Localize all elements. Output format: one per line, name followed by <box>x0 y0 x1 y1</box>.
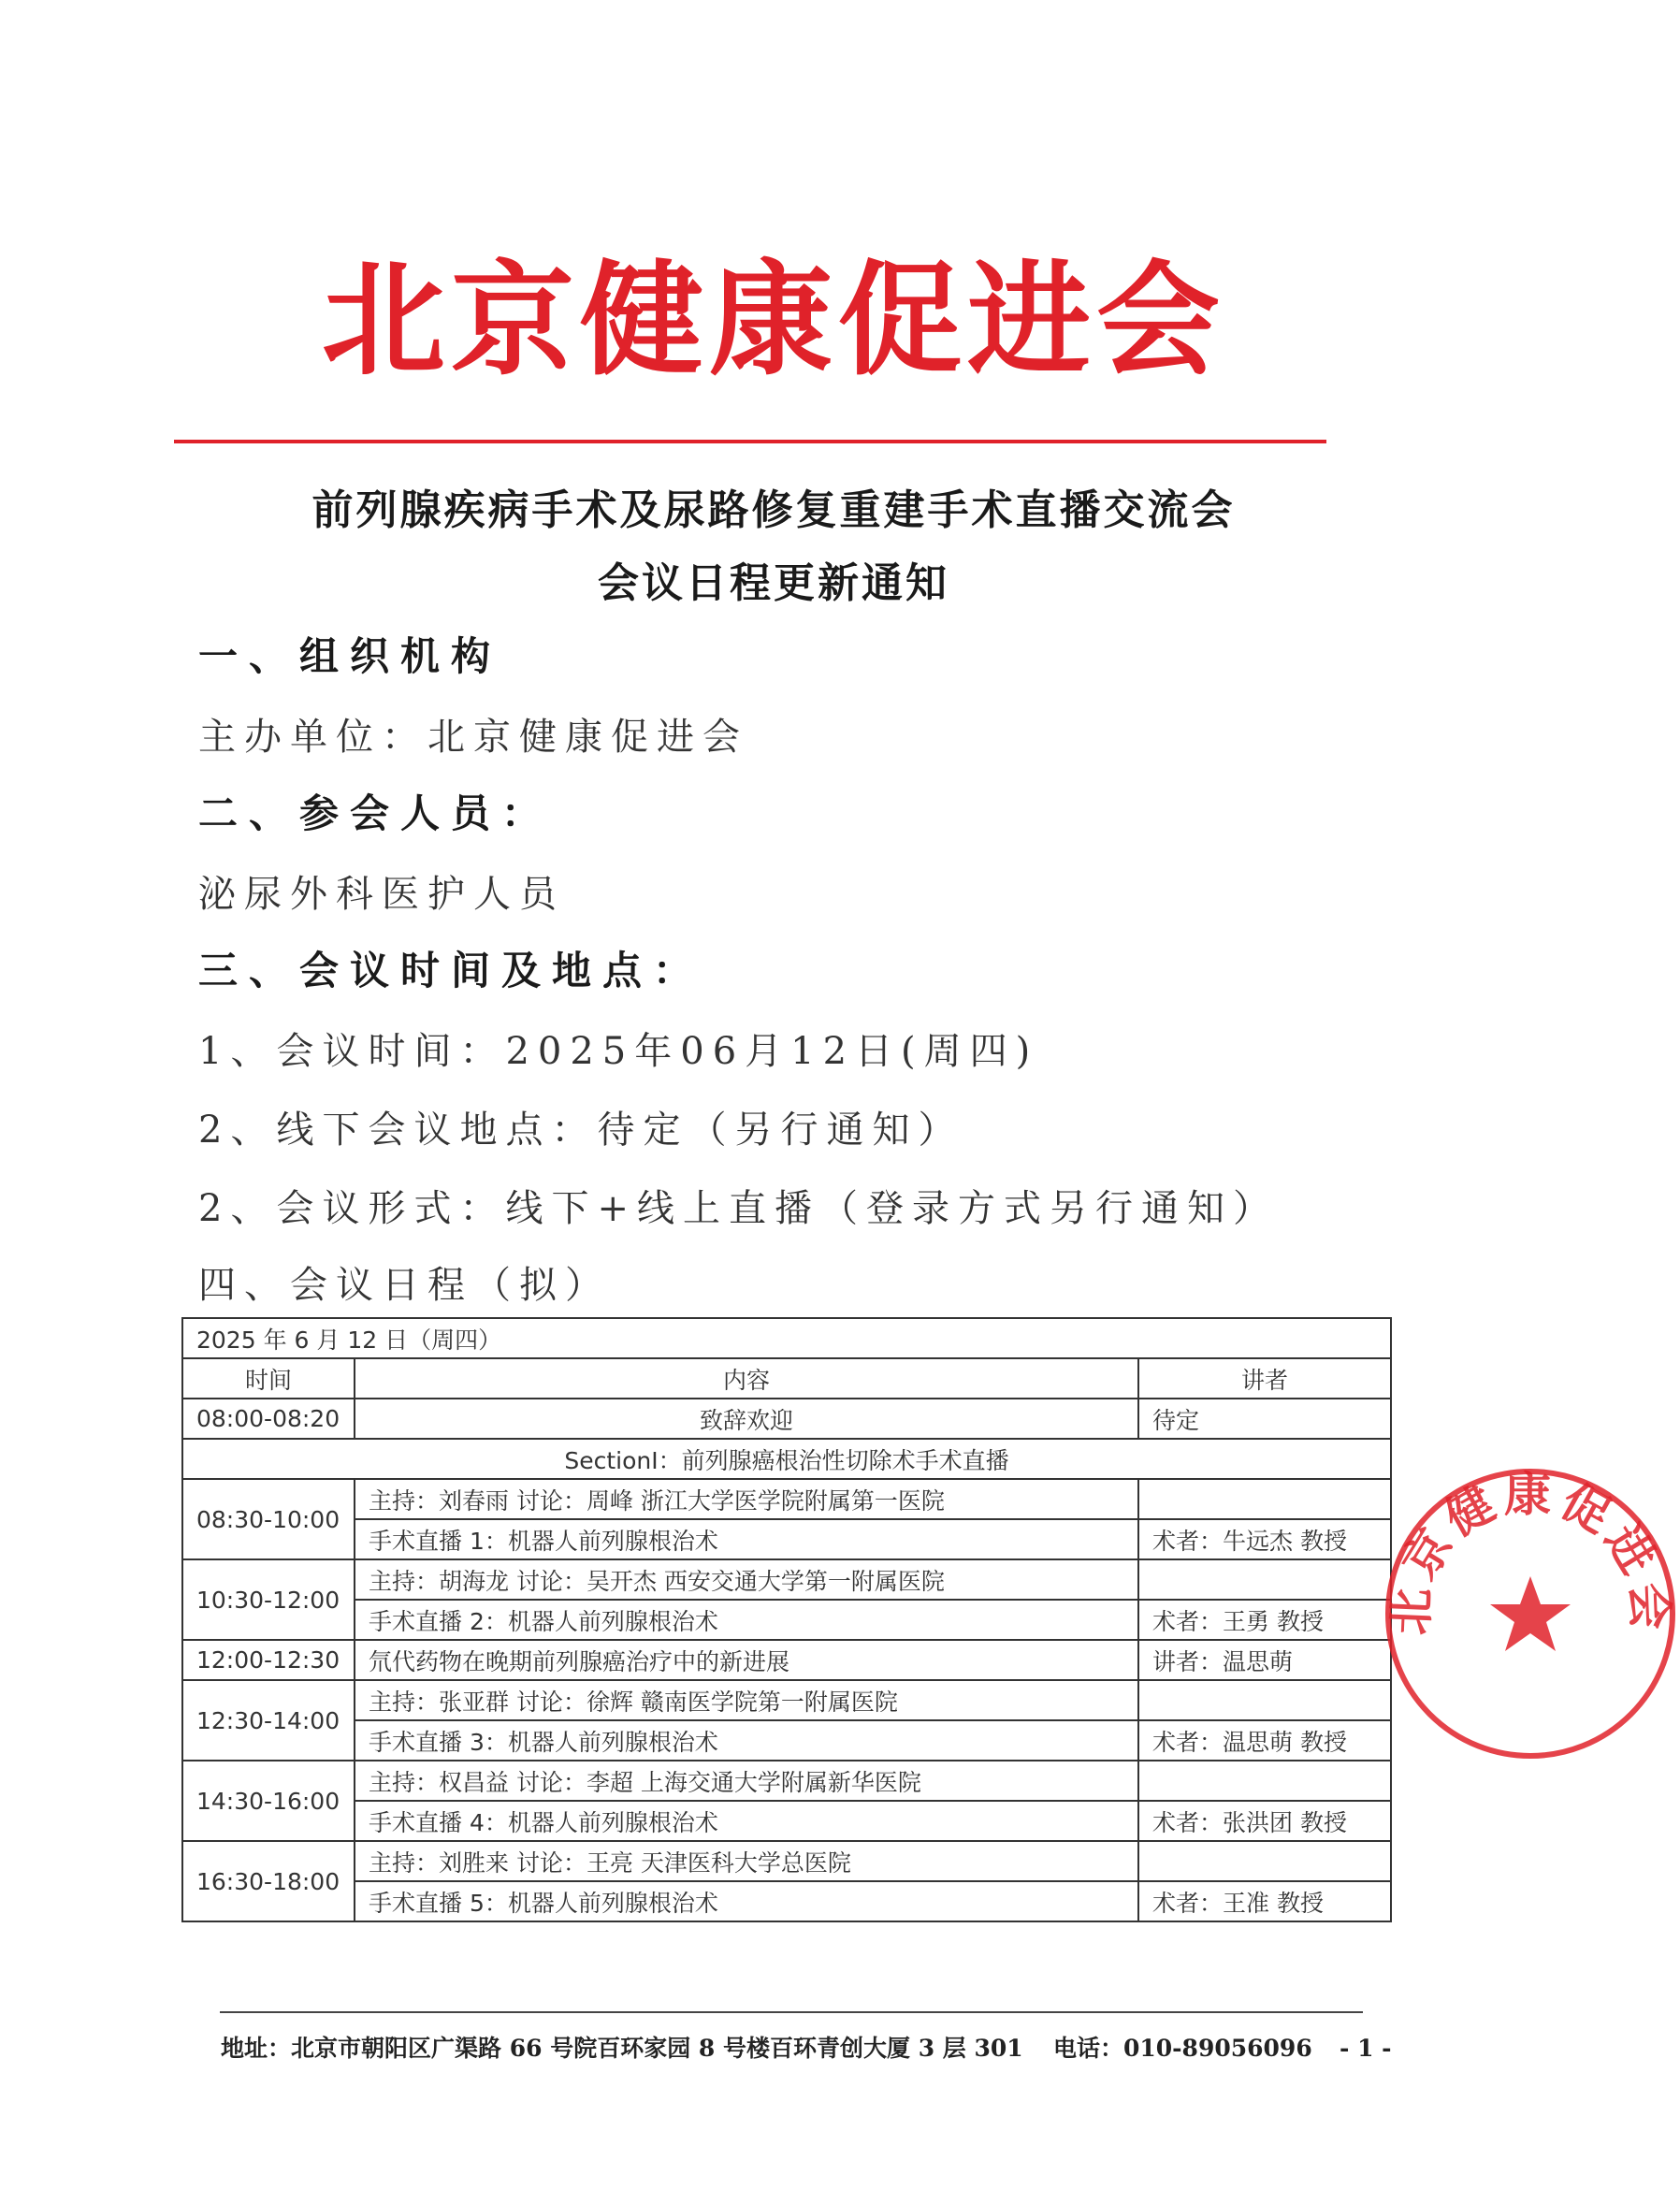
welcome-speaker: 待定 <box>1138 1399 1391 1439</box>
block-time: 14:30-16:00 <box>182 1761 355 1841</box>
schedule-date-row <box>182 1318 1391 1358</box>
seal-text: 北京健康促进会 <box>1383 1468 1678 1637</box>
block-time: 08:30-10:00 <box>182 1479 355 1559</box>
block-empty-cell <box>1138 1559 1391 1600</box>
section-2-heading: 二、参会人员： <box>198 790 553 836</box>
section-title-row <box>182 1439 1391 1479</box>
block-host: 主持：张亚群 讨论：徐辉 赣南医学院第一附属医院 <box>355 1680 1138 1720</box>
schedule-table <box>181 1317 1392 1922</box>
section-1-body: 主办单位：北京健康促进会 <box>198 716 748 759</box>
schedule-date: 2025 年 6 月 12 日（周四） <box>182 1318 1391 1358</box>
block-empty-cell <box>1138 1841 1391 1881</box>
block-surgery: 手术直播 1：机器人前列腺根治术 <box>355 1519 1138 1559</box>
table-row <box>182 1680 1391 1720</box>
welcome-content: 致辞欢迎 <box>355 1399 1138 1439</box>
section-title: SectionⅠ：前列腺癌根治性切除术手术直播 <box>182 1439 1391 1479</box>
block-time: 10:30-12:00 <box>182 1559 355 1640</box>
section-3-item-1: 1、会议时间：2025年06月12日(周四) <box>198 1030 1039 1073</box>
talk-content: 氘代药物在晚期前列腺癌治疗中的新进展 <box>355 1640 1138 1680</box>
notice-title-line2: 会议日程更新通知 <box>598 559 949 607</box>
block-empty-cell <box>1138 1761 1391 1801</box>
table-row <box>182 1479 1391 1519</box>
section-2-body: 泌尿外科医护人员 <box>198 873 565 916</box>
org-letterhead-title: 北京健康促进会 <box>322 249 1225 393</box>
header-speaker: 讲者 <box>1138 1358 1391 1399</box>
footer-rule <box>220 2011 1363 2013</box>
block-surgery: 手术直播 4：机器人前列腺根治术 <box>355 1801 1138 1841</box>
footer-address: 地址：北京市朝阳区广渠路 66 号院百环家园 8 号楼百环青创大厦 3 层 301 <box>221 2035 1023 2062</box>
block-speaker: 术者：牛远杰 教授 <box>1138 1519 1391 1559</box>
notice-title-line1: 前列腺疾病手术及尿路修复重建手术直播交流会 <box>311 486 1236 534</box>
table-row <box>182 1640 1391 1680</box>
seal-star-icon <box>1490 1576 1571 1651</box>
table-row <box>182 1399 1391 1439</box>
block-surgery: 手术直播 3：机器人前列腺根治术 <box>355 1720 1138 1761</box>
block-host: 主持：刘胜来 讨论：王亮 天津医科大学总医院 <box>355 1841 1138 1881</box>
section-1-heading: 一、组织机构 <box>198 633 502 679</box>
section-3-heading: 三、会议时间及地点： <box>198 948 704 993</box>
section-3-item-3: 2、会议形式：线下+线上直播（登录方式另行通知） <box>198 1187 1279 1230</box>
section-4-heading: 四、会议日程（拟） <box>198 1264 611 1307</box>
block-speaker: 术者：王准 教授 <box>1138 1881 1391 1921</box>
block-empty-cell <box>1138 1680 1391 1720</box>
schedule-header-row <box>182 1358 1391 1399</box>
official-seal-stamp <box>1381 1464 1680 1763</box>
table-row <box>182 1720 1391 1761</box>
welcome-time: 08:00-08:20 <box>182 1399 355 1439</box>
table-row <box>182 1801 1391 1841</box>
header-content: 内容 <box>355 1358 1138 1399</box>
footer-page-number: - 1 - <box>1340 2035 1392 2062</box>
block-empty-cell <box>1138 1479 1391 1519</box>
table-row <box>182 1519 1391 1559</box>
table-row <box>182 1881 1391 1921</box>
block-surgery: 手术直播 5：机器人前列腺根治术 <box>355 1881 1138 1921</box>
table-row <box>182 1761 1391 1801</box>
block-speaker: 术者：王勇 教授 <box>1138 1600 1391 1640</box>
block-speaker: 术者：张洪团 教授 <box>1138 1801 1391 1841</box>
table-row <box>182 1600 1391 1640</box>
talk-time: 12:00-12:30 <box>182 1640 355 1680</box>
letterhead-red-rule <box>174 440 1326 443</box>
table-row <box>182 1559 1391 1600</box>
header-time: 时间 <box>182 1358 355 1399</box>
block-time: 16:30-18:00 <box>182 1841 355 1921</box>
block-surgery: 手术直播 2：机器人前列腺根治术 <box>355 1600 1138 1640</box>
block-host: 主持：胡海龙 讨论：吴开杰 西安交通大学第一附属医院 <box>355 1559 1138 1600</box>
block-speaker: 术者：温思萌 教授 <box>1138 1720 1391 1761</box>
block-time: 12:30-14:00 <box>182 1680 355 1761</box>
section-3-item-2: 2、线下会议地点：待定（另行通知） <box>198 1109 964 1152</box>
footer-phone: 电话：010-89056096 <box>1053 2035 1312 2062</box>
block-host: 主持：权昌益 讨论：李超 上海交通大学附属新华医院 <box>355 1761 1138 1801</box>
talk-speaker: 讲者：温思萌 <box>1138 1640 1391 1680</box>
table-row <box>182 1841 1391 1881</box>
block-host: 主持：刘春雨 讨论：周峰 浙江大学医学院附属第一医院 <box>355 1479 1138 1519</box>
